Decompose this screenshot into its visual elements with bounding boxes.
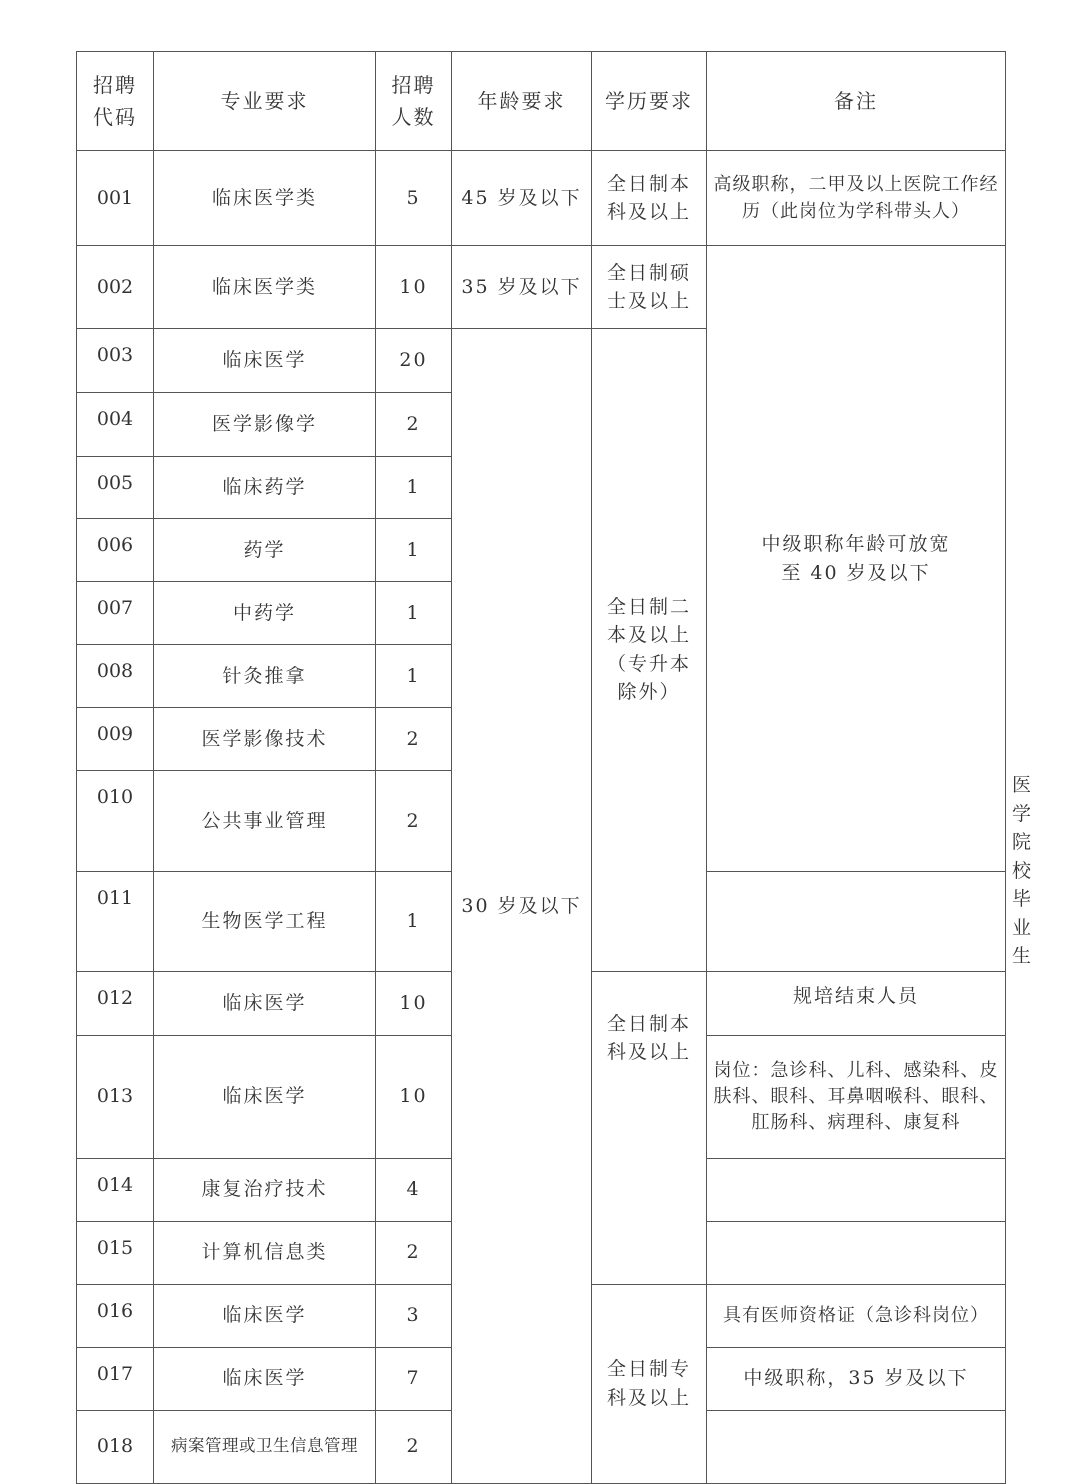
cell-count: 3 [376, 1284, 452, 1347]
cell-education-merged: 全日制二 本及以上 （专升本 除外） [592, 329, 707, 972]
cell-remark: 高级职称，二甲及以上医院工作经历（此岗位为学科带头人） [707, 151, 1006, 246]
cell-remark: 规培结束人员 [707, 971, 1006, 1035]
header-age: 年龄要求 [452, 52, 592, 151]
cell-major: 病案管理或卫生信息管理 [154, 1410, 376, 1483]
header-major: 专业要求 [154, 52, 376, 151]
cell-count: 1 [376, 645, 452, 708]
cell-major: 临床药学 [154, 457, 376, 519]
cell-count: 2 [376, 771, 452, 872]
cell-code: 015 [77, 1221, 154, 1284]
cell-count: 2 [376, 393, 452, 457]
cell-remark: 中级职称，35 岁及以下 [707, 1347, 1006, 1410]
header-code: 招聘 代码 [77, 52, 154, 151]
cell-code: 018 [77, 1410, 154, 1483]
cell-count: 2 [376, 1221, 452, 1284]
cell-education: 全日制硕 士及以上 [592, 246, 707, 329]
cell-major: 临床医学类 [154, 246, 376, 329]
cell-code: 014 [77, 1158, 154, 1221]
cell-count: 7 [376, 1347, 452, 1410]
cell-count: 4 [376, 1158, 452, 1221]
cell-age: 45 岁及以下 [452, 151, 592, 246]
cell-code: 009 [77, 708, 154, 771]
cell-count: 20 [376, 329, 452, 393]
cell-major: 中药学 [154, 582, 376, 645]
cell-code: 016 [77, 1284, 154, 1347]
cell-age: 35 岁及以下 [452, 246, 592, 329]
cell-major: 公共事业管理 [154, 771, 376, 872]
cell-major: 临床医学 [154, 1284, 376, 1347]
cell-major: 临床医学 [154, 329, 376, 393]
cell-major: 针灸推拿 [154, 645, 376, 708]
cell-major: 医学影像技术 [154, 708, 376, 771]
cell-count: 5 [376, 151, 452, 246]
cell-code: 011 [77, 872, 154, 971]
table-row [77, 151, 1006, 246]
cell-code: 006 [77, 519, 154, 582]
cell-major: 临床医学类 [154, 151, 376, 246]
cell-code: 008 [77, 645, 154, 708]
cell-major: 计算机信息类 [154, 1221, 376, 1284]
cell-remark [707, 1158, 1006, 1221]
header-row [77, 52, 1006, 151]
cell-count: 2 [376, 1410, 452, 1483]
cell-count: 10 [376, 246, 452, 329]
cell-count: 1 [376, 457, 452, 519]
cell-remark [707, 1410, 1006, 1483]
header-count: 招聘 人数 [376, 52, 452, 151]
cell-major: 临床医学 [154, 1347, 376, 1410]
cell-code: 013 [77, 1035, 154, 1158]
cell-education-merged: 全日制专 科及以上 [592, 1284, 707, 1483]
cell-code: 002 [77, 246, 154, 329]
cell-code: 007 [77, 582, 154, 645]
cell-count: 2 [376, 708, 452, 771]
header-education: 学历要求 [592, 52, 707, 151]
cell-age-merged: 30 岁及以下 [452, 329, 592, 1484]
cell-count: 10 [376, 1035, 452, 1158]
cell-education: 全日制本 科及以上 [592, 151, 707, 246]
cell-major: 临床医学 [154, 971, 376, 1035]
cell-major: 生物医学工程 [154, 872, 376, 971]
cell-count: 1 [376, 519, 452, 582]
cell-remark-merged: 中级职称年龄可放宽 至 40 岁及以下 [707, 246, 1006, 872]
cell-code: 017 [77, 1347, 154, 1410]
cell-count: 1 [376, 582, 452, 645]
cell-remark [707, 1221, 1006, 1284]
cell-code: 010 [77, 771, 154, 872]
cell-major: 药学 [154, 519, 376, 582]
cell-count: 10 [376, 971, 452, 1035]
cell-code: 001 [77, 151, 154, 246]
cell-remark: 具有医师资格证（急诊科岗位） [707, 1284, 1006, 1347]
cell-code: 005 [77, 457, 154, 519]
cell-count: 1 [376, 872, 452, 971]
cell-education-merged: 全日制本 科及以上 [592, 971, 707, 1284]
recruitment-table [76, 51, 1034, 1484]
cell-code: 004 [77, 393, 154, 457]
header-remark: 备注 [707, 52, 1006, 151]
cell-code: 003 [77, 329, 154, 393]
cell-code: 012 [77, 971, 154, 1035]
cell-remark: 岗位：急诊科、儿科、感染科、皮肤科、眼科、耳鼻咽喉科、眼科、肛肠科、病理科、康复科 [707, 1035, 1006, 1158]
cell-major: 临床医学 [154, 1035, 376, 1158]
cell-major: 医学影像学 [154, 393, 376, 457]
table-row [77, 246, 1006, 329]
cell-major: 康复治疗技术 [154, 1158, 376, 1221]
table-row: 010 公共事业管理 2 医学院校毕业生 [77, 771, 1006, 872]
